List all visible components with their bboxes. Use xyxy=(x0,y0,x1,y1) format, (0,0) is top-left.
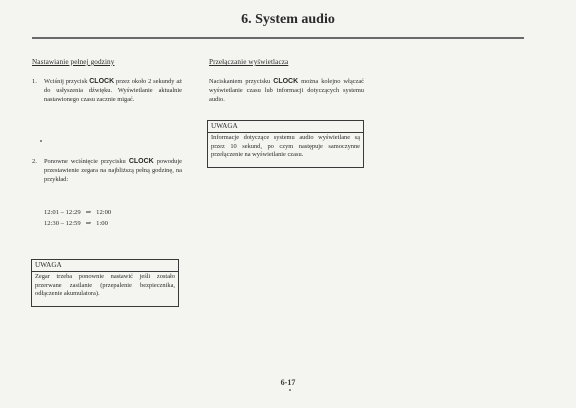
scan-speck xyxy=(40,140,42,142)
step-1-text-after: przez około 2 sekundy aż do usłyszenia dźwięku. Wyświetlanie aktualnie nastawionego czasu zacznie migać. xyxy=(44,78,182,103)
step-2-text xyxy=(44,158,182,184)
example-row xyxy=(44,208,111,219)
step-2-key: CLOCK xyxy=(128,158,154,165)
step-1-text xyxy=(44,78,182,104)
example-result: 1:00 xyxy=(96,219,108,227)
page-header xyxy=(0,0,576,40)
right-paragraph-before: Naciskaniem przycisku xyxy=(209,78,274,85)
step-2-number: 2. xyxy=(32,158,37,165)
arrow-right-icon: ⇒ xyxy=(85,209,92,216)
step-1-number: 1. xyxy=(32,78,37,85)
time-examples xyxy=(44,208,111,229)
example-result: 12:00 xyxy=(96,209,112,216)
header-rule xyxy=(32,37,524,39)
left-heading: Nastawianie pełnej godziny xyxy=(32,58,115,66)
step-2 xyxy=(32,158,184,206)
right-heading: Przełączanie wyświetlacza xyxy=(209,58,289,66)
right-column xyxy=(209,58,365,159)
right-note-box xyxy=(207,120,364,168)
step-2-text-after: powoduje przestawienie zegara na najbliższą pełną godzinę, na przykład: xyxy=(44,158,182,183)
arrow-right-icon: ⇒ xyxy=(85,219,92,227)
left-note-body: Zegar trzeba ponownie nastawić jeśli zostało przerwane zasilanie (przepalenie bezpiecznika, odłączenie akumulatora). xyxy=(35,273,175,298)
step-1 xyxy=(32,78,184,118)
section-title: 6. System audio xyxy=(241,12,335,27)
page-number: 6-17 xyxy=(280,378,296,387)
right-paragraph-key: CLOCK xyxy=(273,78,299,85)
example-range: 12:30 – 12:59 xyxy=(44,219,81,227)
right-paragraph xyxy=(209,78,364,104)
right-note-body: Informacje dotyczące systemu audio wyświetlane są przez 10 sekund, po czym następuje samoczynne przełączenie na wyświetlanie czasu. xyxy=(211,134,360,159)
example-row xyxy=(44,219,111,230)
step-1-text-before: Wciśnij przycisk xyxy=(44,78,90,85)
left-note-box xyxy=(31,259,179,307)
scan-speck xyxy=(289,389,291,391)
example-range: 12:01 – 12:29 xyxy=(44,209,81,216)
right-paragraph-after: można kolejno włączać wyświetlanie czasu lub informacji dotyczących systemu audio. xyxy=(209,78,365,103)
left-column xyxy=(32,58,184,298)
step-2-text-before: Ponowne wciśnięcie przycisku xyxy=(44,158,129,165)
step-1-key: CLOCK xyxy=(89,78,115,85)
left-note-title: UWAGA xyxy=(32,260,178,272)
right-note-title: UWAGA xyxy=(208,121,363,133)
